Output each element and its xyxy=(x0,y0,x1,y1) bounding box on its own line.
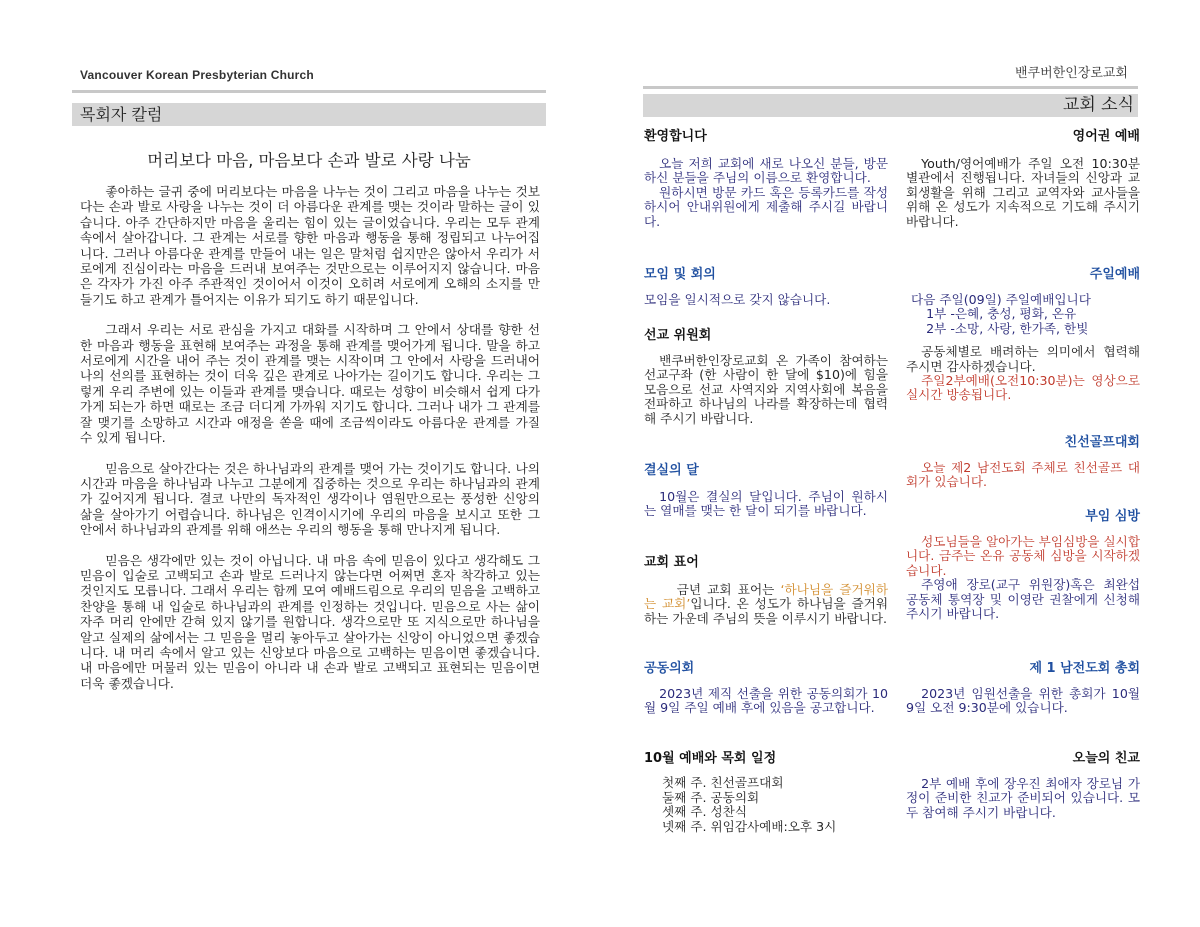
meetings-body: 모임을 일시적으로 갖지 않습니다. xyxy=(644,292,831,307)
motto-item xyxy=(644,554,888,626)
welcome-body: 오늘 저희 교회에 새로 나오신 분들, 방문하신 분들을 주님의 이름으로 환영합니다. xyxy=(644,156,888,186)
welcome-title: 환영합니다 xyxy=(644,129,707,144)
sunday-line-3: 2부 -소망, 사랑, 한가족, 한빛 xyxy=(926,320,1089,336)
meetings-item xyxy=(644,266,888,307)
congregation-body: 2023년 제직 선출을 위한 공동의회가 10월 9일 주일 예배 후에 있음을 공고합니다. xyxy=(644,686,888,716)
visit-body: 주영애 장로(교구 위원장)혹은 최완섭 공동체 통역장 및 이영란 권찰에게 신청해 주시기 바랍니다. xyxy=(906,577,1140,622)
column-article xyxy=(80,184,540,706)
sunday-line-2: 1부 -은혜, 충성, 평화, 온유 xyxy=(926,306,1077,322)
welcome-body-2: 원하시면 방문 카드 혹은 등록카드를 작성하시어 안내위원에게 제출해 주시길 바랍니다. xyxy=(644,184,888,229)
church-name-en: Vancouver Korean Presbyterian Church xyxy=(80,68,314,82)
harvest-title: 결실의 달 xyxy=(644,463,699,478)
mens-body: 2023년 임원선출을 위한 총회가 10월 9일 오전 9:30분에 있습니다. xyxy=(906,686,1140,716)
mens-title: 제 1 남전도회 총회 xyxy=(1029,661,1140,676)
golf-item xyxy=(906,434,1140,490)
golf-title: 친선골프대회 xyxy=(1064,435,1140,450)
fellowship-title: 오늘의 친교 xyxy=(1072,751,1140,766)
article-title: 머리보다 마음, 마음보다 손과 발로 사랑 나눔 xyxy=(147,151,471,170)
harvest-body: 10월은 결실의 달입니다. 주님이 원하시는 열매를 맺는 한 달이 되기를 바랍니다. xyxy=(644,489,888,519)
schedule-entry: 첫째 주. 친선골프대회 xyxy=(662,775,784,790)
section-title-column: 목회자 칼럼 xyxy=(72,103,546,126)
motto-title: 교회 표어 xyxy=(644,555,699,570)
english-title: 영어권 예배 xyxy=(1072,129,1140,144)
sunday-title: 주일예배 xyxy=(1089,267,1140,282)
schedule-entry: 넷째 주. 위임감사예배:오후 3시 xyxy=(662,818,837,834)
sunday-item xyxy=(906,266,1140,403)
fellowship-item xyxy=(906,750,1140,820)
article-paragraph: 믿음은 생각에만 있는 것이 아닙니다. 내 마음 속에 믿음이 있다고 생각해도 그 믿음이 입술로 고백되고 손과 발로 드러나지 않는다면 어쩌면 혼자 착각하고 있는 것인지도 모릅니다. 그래서 우리는 함께 모여 예배드림으로 우리의 믿음을 고백하고 찬양을 통해 내 입술로 하나님과의 관계를 인정하는 것입니다. 믿음으로 사는 삶이 자주 머리 안에만 갇혀 있지 않기를 원합니다. 생각으로만 또 지식으로만 하나님을 알고 실제의 삶에서는 그 믿음을 멀리 놓아두고 살아가는 신앙이 아니었으면 좋겠습니다. 내 머리 속에서 알고 있는 신앙보다 마음으로 고백하는 믿음이면 좋겠습니다. 내 마음에만 머물러 있는 믿음이 아니라 내 손과 발로 고백되고 표현되는 믿음이면 더욱 좋겠습니다. xyxy=(80,552,540,691)
visit-title: 부임 심방 xyxy=(1085,509,1140,524)
schedule-item xyxy=(644,750,888,834)
schedule-list xyxy=(644,776,888,834)
right-page xyxy=(600,0,1200,927)
schedule-entry: 둘째 주. 공동의회 xyxy=(662,789,760,805)
fellowship-body: 2부 예배 후에 장우진 최애자 장로님 가정이 준비한 친교가 준비되어 있습니다. 모두 참여해 주시기 바랍니다. xyxy=(906,776,1140,820)
sunday-body: 공동체별로 배려하는 의미에서 협력해 주시면 감사하겠습니다. xyxy=(906,344,1140,374)
schedule-title: 10월 예배와 목회 일정 xyxy=(644,751,777,766)
visit-item xyxy=(906,508,1140,621)
motto-body xyxy=(644,583,888,626)
section-title-news: 교회 소식 xyxy=(643,94,1138,117)
article-paragraph: 그래서 우리는 서로 관심을 가지고 대화를 시작하며 그 안에서 상대를 향한 선한 마음과 행동을 표현해 보여주는 과정을 통해 관계를 맺어가게 됩니다. 말을 하고 서로에게 시간을 내어 주는 것이 관계를 맺는 시작이며 그 안에서 사랑을 드러내어 나의 선의를 표현하는 것이 더욱 깊은 관계로 나아가는 길이기도 합니다. 우리는 그렇게 우리 주변에 있는 이들과 관계를 맺습니다. 때로는 성향이 비슷해서 쉽게 다가가게 되는가 하면 때로는 조금 더디게 가까워 지기도 합니다. 그러나 내가 그 관계를 잘 맺기를 소망하고 시간과 애정을 쏟을 때에 조금씩이라도 아름다운 관계를 가질 수 있게 됩니다. xyxy=(80,322,540,446)
english-body: Youth/영어예배가 주일 오전 10:30분 별관에서 진행됩니다. 자녀들의 신앙과 교회생활을 위해 그리고 교역자와 교사들을 위해 온 성도가 지속적으로 기도해 주시기 바랍니다. xyxy=(906,156,1140,229)
golf-body: 오늘 제2 남전도회 주체로 친선골프 대회가 있습니다. xyxy=(906,460,1140,490)
meetings-title: 모임 및 회의 xyxy=(644,267,716,282)
article-paragraph: 좋아하는 글귀 중에 머리보다는 마음을 나누는 것이 그리고 마음을 나누는 것보다는 손과 발로 사랑을 나누는 것이 더 아름다운 관계를 맺는 것이라 말하는 글이 있습니다. 아주 간단하지만 마음을 울리는 힘이 있는 글이었습니다. 우리는 모두 관계 속에서 살아갑니다. 그 관계는 서로를 향한 마음과 행동을 통해 정립되고 나누어집니다. 그러나 아름다운 관계를 만들어 내는 일은 말처럼 쉽지만은 않아서 우리가 서로에게 진심이라는 마음을 드러내 보여주는 것만으로는 이루어지지 않습니다. 마음은 각자가 가진 아주 주관적인 것이어서 이것이 오히려 서로에게 오해의 소지를 만들기도 하고 관계가 틀어지는 이유가 되기도 하기 때문입니다. xyxy=(80,184,540,307)
church-name-kr: 밴쿠버한인장로교회 xyxy=(1014,66,1128,81)
sunday-broadcast-note: 주일2부예배(오전10:30분)는 영상으로 실시간 방송됩니다. xyxy=(906,373,1140,403)
english-item xyxy=(906,128,1140,229)
mission-title: 선교 위원회 xyxy=(644,328,712,343)
congregation-item xyxy=(644,660,888,716)
mission-body: 밴쿠버한인장로교회 온 가족이 참여하는 선교구좌 (한 사람이 한 달에 $10)에 힘을 모음으로 선교 사역지와 지역사회에 복음을 전파하고 하나님의 나라를 확장하는데 협력해 주시기 바랍니다. xyxy=(644,353,888,426)
harvest-item xyxy=(644,462,888,519)
mens-item xyxy=(906,660,1140,716)
top-rule xyxy=(643,86,1138,89)
schedule-entry: 셋째 주. 성찬식 xyxy=(662,804,748,820)
congregation-title: 공동의회 xyxy=(644,661,695,676)
top-rule xyxy=(72,90,546,93)
article-paragraph: 믿음으로 살아간다는 것은 하나님과의 관계를 맺어 가는 것이기도 합니다. 나의 시간과 마음을 하나님과 나누고 그분에게 집중하는 것으로 우리는 하나님과의 관계가 깊어지게 됩니다. 결코 나만의 독자적인 생각이나 염원만으로는 풍성한 신앙의 삶을 살아가기 어렵습니다. 하나님은 인격이시기에 우리의 마음을 보시고 또한 그 안에서 하나님과의 관계를 위해 애쓰는 우리의 행동을 통해 만나지게 됩니다. xyxy=(80,460,540,538)
visit-red-body: 성도님들을 알아가는 부임심방을 실시합니다. 금주는 온유 공동체 심방을 시작하겠습니다. xyxy=(906,534,1140,578)
motto-text-rest: 입니다. 온 성도가 하나님을 즐거워하는 가운데 주님의 뜻을 이루시기 바랍니다. xyxy=(644,596,888,626)
motto-highlight: ‘하나님을 즐거워하는 교회’ xyxy=(644,582,888,612)
welcome-item xyxy=(644,128,888,229)
motto-text: 금년 교회 표어는 xyxy=(676,582,781,597)
sunday-line-1: 다음 주일(09일) 주일예배입니다 xyxy=(911,292,1091,307)
mission-item xyxy=(644,327,888,426)
